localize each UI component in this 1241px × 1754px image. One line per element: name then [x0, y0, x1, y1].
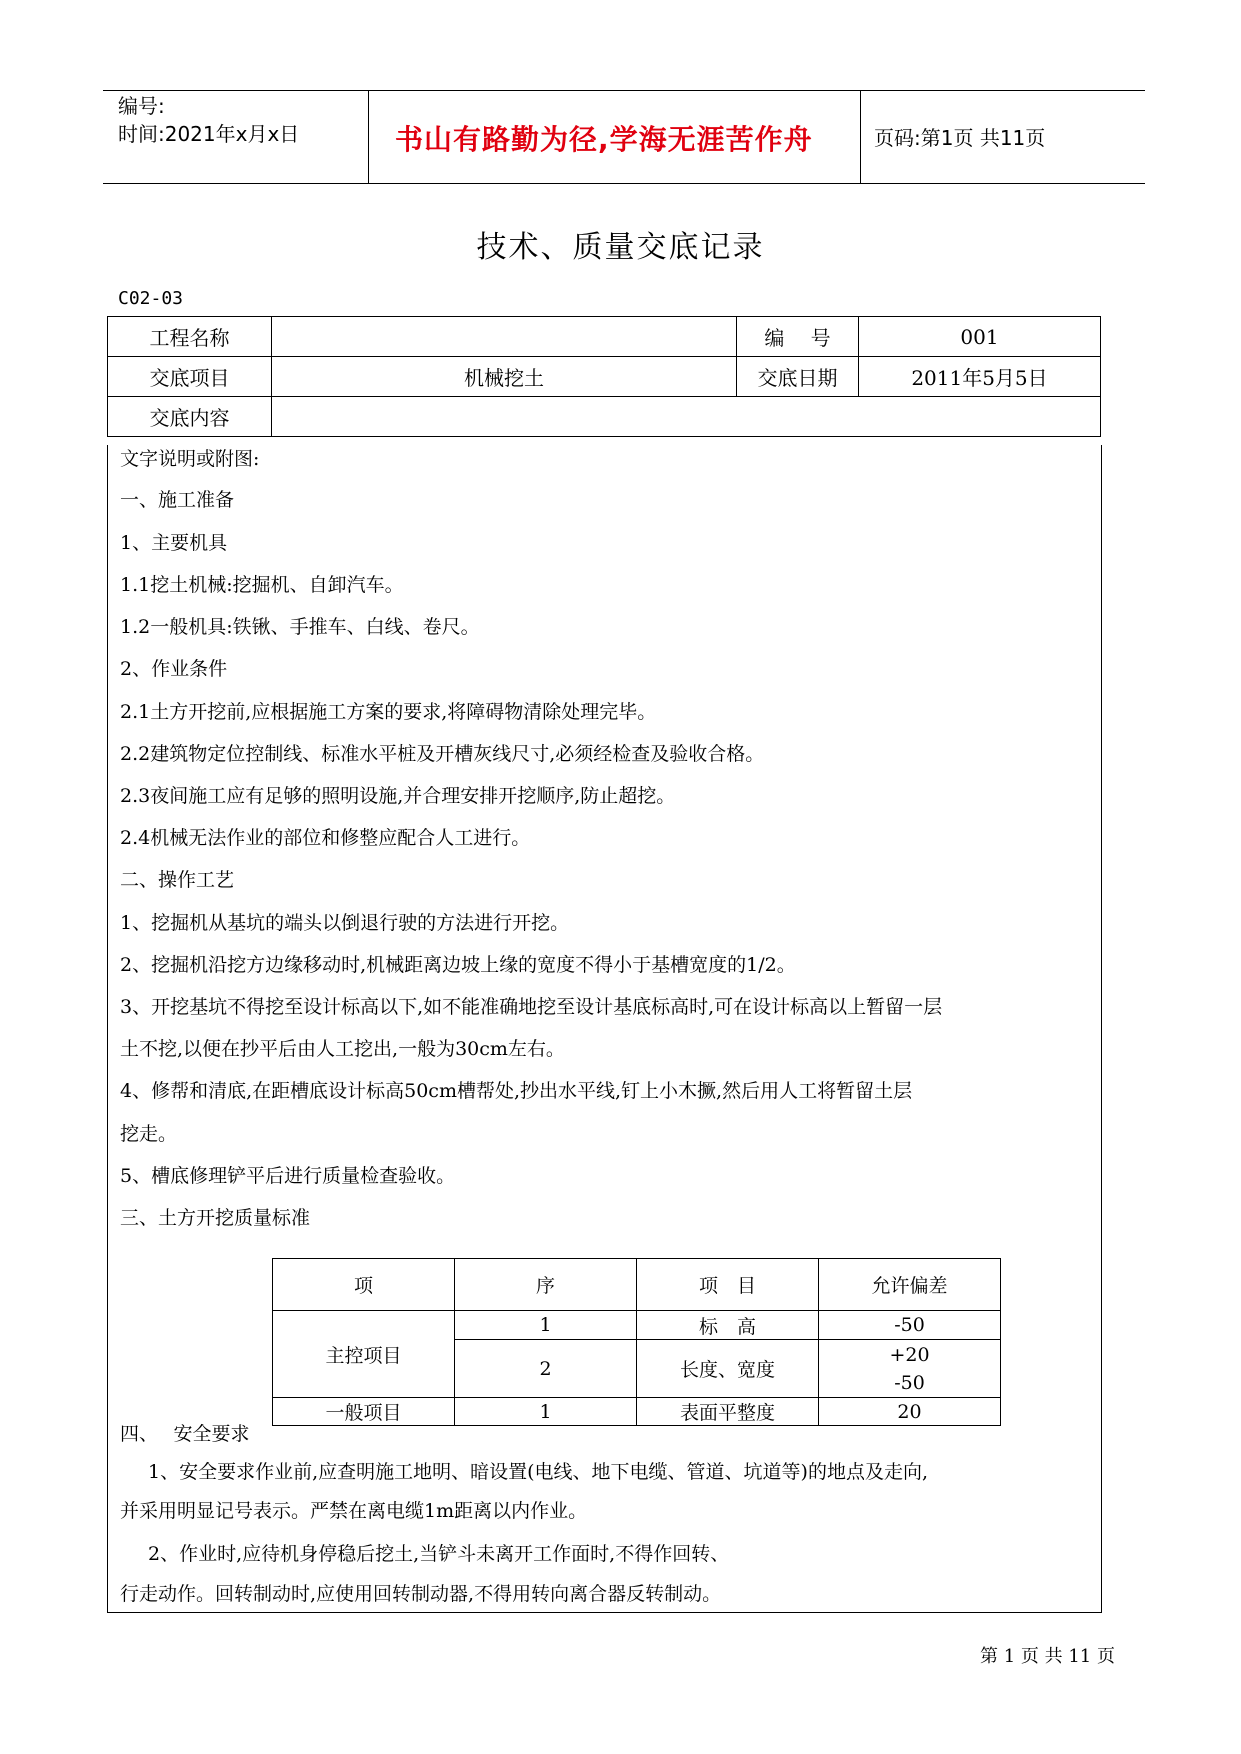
- header-time: 时间:2021年x月x日: [118, 122, 300, 146]
- quality-header-cell: 项: [273, 1259, 455, 1311]
- info-row-content: [108, 397, 1101, 437]
- quality-deviation: 20: [819, 1398, 1001, 1426]
- project-name-label: 工程名称: [108, 317, 272, 357]
- quality-header-cell: 允许偏差: [819, 1259, 1001, 1311]
- quality-header-cell: 项 目: [637, 1259, 819, 1311]
- body-line: 2.1土方开挖前,应根据施工方案的要求,将障碍物清除处理完毕。: [120, 701, 657, 723]
- body-line: 5、槽底修理铲平后进行质量检查验收。: [120, 1165, 456, 1187]
- info-table: [107, 316, 1101, 437]
- quality-item: 表面平整度: [637, 1398, 819, 1426]
- body-line: 三、土方开挖质量标准: [120, 1207, 311, 1229]
- main-control-group: 主控项目: [273, 1311, 455, 1398]
- header-page-info: 页码:第1页 共11页: [874, 126, 1046, 150]
- quality-deviation-pair: [819, 1340, 1001, 1398]
- info-row-item: [108, 357, 1101, 397]
- project-name-value: [272, 317, 737, 357]
- body-line: 2、挖掘机沿挖方边缘移动时,机械距离边坡上缘的宽度不得小于基槽宽度的1/2。: [120, 954, 796, 976]
- header-bottom-rule: [103, 183, 1145, 184]
- number-value: 001: [859, 317, 1101, 357]
- quality-item: 标 高: [637, 1311, 819, 1340]
- quality-row: [273, 1311, 1001, 1340]
- quality-seq: 2: [455, 1340, 637, 1398]
- quality-seq: 1: [455, 1398, 637, 1426]
- item-label: 交底项目: [108, 357, 272, 397]
- footer-page-number: 第 1 页 共 11 页: [980, 1646, 1115, 1667]
- body-line: 4、修帮和清底,在距槽底设计标高50cm槽帮处,抄出水平线,钉上小木撅,然后用人工将暂留土层: [120, 1080, 913, 1102]
- content-label: 交底内容: [108, 397, 272, 437]
- form-code: C02-03: [118, 288, 184, 309]
- quality-deviation: -50: [819, 1311, 1001, 1340]
- header-divider-right: [860, 90, 861, 183]
- body-line: 2.4机械无法作业的部位和修整应配合人工进行。: [120, 827, 531, 849]
- document-title: 技术、质量交底记录: [476, 230, 765, 265]
- body-line: 2.2建筑物定位控制线、标准水平桩及开槽灰线尺寸,必须经检查及验收合格。: [120, 743, 765, 765]
- quality-seq: 1: [455, 1311, 637, 1340]
- quality-header-row: [273, 1259, 1001, 1311]
- body-line: 1.2一般机具:铁锹、手推车、白线、卷尺。: [120, 616, 480, 638]
- quality-row: [273, 1398, 1001, 1426]
- quality-deviation-lower: -50: [894, 1371, 925, 1394]
- quality-standard-table: [272, 1258, 1001, 1426]
- quality-header-cell: 序: [455, 1259, 637, 1311]
- general-group: 一般项目: [273, 1398, 455, 1426]
- body-line: 土不挖,以便在抄平后由人工挖出,一般为30cm左右。: [120, 1038, 565, 1060]
- item-value: 机械挖土: [272, 357, 737, 397]
- content-value: [272, 397, 1101, 437]
- body-line: 文字说明或附图:: [120, 448, 260, 470]
- body-line: 二、操作工艺: [120, 869, 235, 891]
- quality-deviation-upper: +20: [889, 1343, 930, 1366]
- body-line: 2、作业条件: [120, 658, 228, 680]
- safety-line: 1、安全要求作业前,应查明施工地明、暗设置(电线、地下电缆、管道、坑道等)的地点及走向,: [148, 1461, 928, 1483]
- body-line: 1、挖掘机从基坑的端头以倒退行驶的方法进行开挖。: [120, 912, 570, 934]
- header-divider-left: [368, 90, 369, 183]
- body-line: 1.1挖土机械:挖掘机、自卸汽车。: [120, 574, 404, 596]
- header-number-label: 编号:: [118, 94, 165, 118]
- date-value: 2011年5月5日: [859, 357, 1101, 397]
- body-line: 2.3夜间施工应有足够的照明设施,并合理安排开挖顺序,防止超挖。: [120, 785, 676, 807]
- safety-heading: 四、 安全要求: [120, 1423, 250, 1445]
- body-line: 一、施工准备: [120, 489, 235, 511]
- body-line: 挖走。: [120, 1123, 178, 1145]
- info-row-project: [108, 317, 1101, 357]
- header-top-rule: [103, 90, 1145, 91]
- header-motto: 书山有路勤为径,学海无涯苦作舟: [395, 123, 813, 156]
- body-content-box: [107, 445, 1102, 1613]
- date-label: 交底日期: [737, 357, 859, 397]
- number-label: 编 号: [737, 317, 859, 357]
- quality-item: 长度、宽度: [637, 1340, 819, 1398]
- body-line: 3、开挖基坑不得挖至设计标高以下,如不能准确地挖至设计基底标高时,可在设计标高以上暂留一层: [120, 996, 943, 1018]
- safety-line: 2、作业时,应待机身停稳后挖土,当铲斗未离开工作面时,不得作回转、: [148, 1543, 730, 1565]
- safety-line: 并采用明显记号表示。严禁在离电缆1m距离以内作业。: [120, 1500, 588, 1522]
- safety-line: 行走动作。回转制动时,应使用回转制动器,不得用转向离合器反转制动。: [120, 1583, 722, 1605]
- body-line: 1、主要机具: [120, 532, 228, 554]
